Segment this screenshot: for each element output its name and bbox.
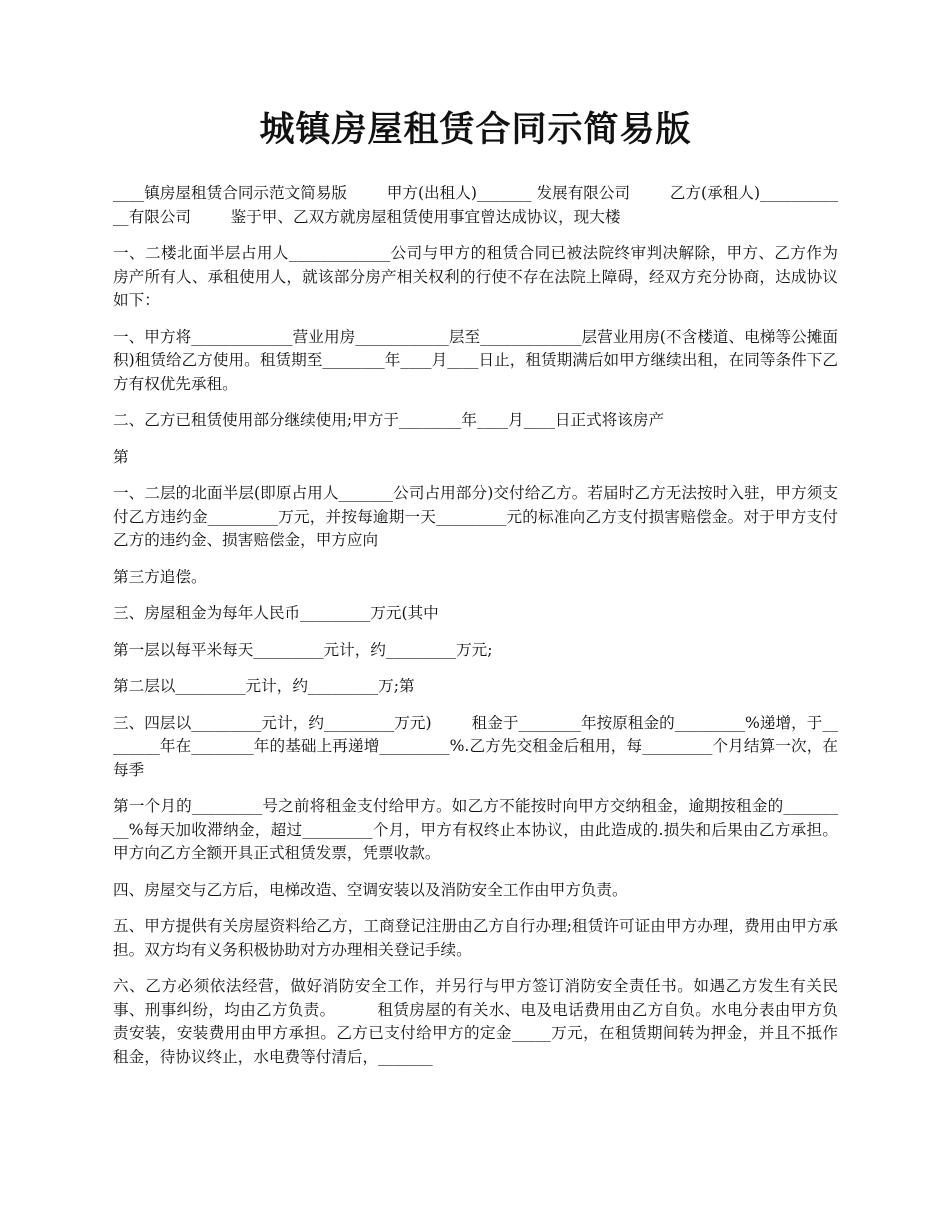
paragraph-clause-5: 五、甲方提供有关房屋资料给乙方，工商登记注册由乙方自行办理;租赁许可证由甲方办理，费用由甲方承担。双方均有义务积极协助对方办理相关登记手续。 xyxy=(113,917,838,959)
paragraph-background: 一、二楼北面半层占用人_____________公司与甲方的租赁合同已被法院终审判决解除，甲方、乙方作为房产所有人、承租使用人，就该部分房产相关权利的行使不存在法院上障碍，经双方充分协商，达成协议如下： xyxy=(113,244,838,309)
document-title: 城镇房屋租赁合同示简易版 xyxy=(259,109,692,150)
paragraph-clause-3: 三、房屋租金为每年人民币_________万元(其中 xyxy=(113,604,439,622)
paragraph-floor-2: 第二层以_________元计，约_________万;第 xyxy=(113,677,415,695)
paragraph-clause-2: 二、乙方已租赁使用部分继续使用;甲方于________年____月____日正式将该房产 xyxy=(113,411,665,429)
paragraph-clause-2-cont: 一、二层的北面半层(即原占用人_______公司占用部分)交付给乙方。若届时乙方无法按时入驻，甲方须支付乙方违约金_________万元，并按每逾期一天_________元的标准向乙方支付损害赔偿金。对于甲方支付乙方的违约金、损害赔偿金，甲方应向 xyxy=(113,484,838,549)
paragraph-floor-1: 第一层以每平米每天_________元计，约_________万元; xyxy=(113,640,493,659)
paragraph-clause-4: 四、房屋交与乙方后，电梯改造、空调安装以及消防安全工作由甲方负责。 xyxy=(113,880,628,899)
paragraph-clause-1: 一、甲方将_____________营业用房____________层至_____________层营业用房(不含楼道、电梯等公摊面积)租赁给乙方使用。租赁期至________年____月____日止，租赁期满后如甲方继续出租，在同等条件下乙方有权优先承租。 xyxy=(113,327,838,393)
paragraph-preamble: ____镇房屋租赁合同示范文简易版 甲方(出租人)_______ 发展有限公司 乙方(承租人)____________有限公司 鉴于甲、乙双方就房屋租赁使用事宜曾达成协议，现大楼 xyxy=(113,184,838,226)
paragraph-third-party: 第三方追偿。 xyxy=(113,567,207,586)
paragraph-payment: 第一个月的_________号之前将租金支付给甲方。如乙方不能按时向甲方交纳租金，逾期按租金的_________%每天加收滞纳金，超过_________个月，甲方有权终止本协议，由此造成的.损失和后果由乙方承担。甲方向乙方全额开具正式租赁发票，凭票收款。 xyxy=(113,797,838,862)
paragraph-clause-6: 六、乙方必须依法经营，做好消防安全工作，并另行与甲方签订消防安全责任书。如遇乙方发生有关民事、刑事纠纷，均由乙方负责。 租赁房屋的有关水、电及电话费用由乙方自负。水电分表由甲方负责安装，安装费用由甲方承担。乙方已支付给甲方的定金_____万元，在租赁期间转为押金，并且不抵作租金，待协议终止，水电费等付清后，_______ xyxy=(113,977,838,1066)
paragraph-floor-3-4: 三、四层以_________元计，约_________万元) 租金于________年按原租金的_________%递增，于________年在________年的基础上再递增_________%.乙方先交租金后租用，每_________个月结算一次，在每季 xyxy=(113,713,838,779)
paragraph-fragment: 第 xyxy=(113,447,129,466)
